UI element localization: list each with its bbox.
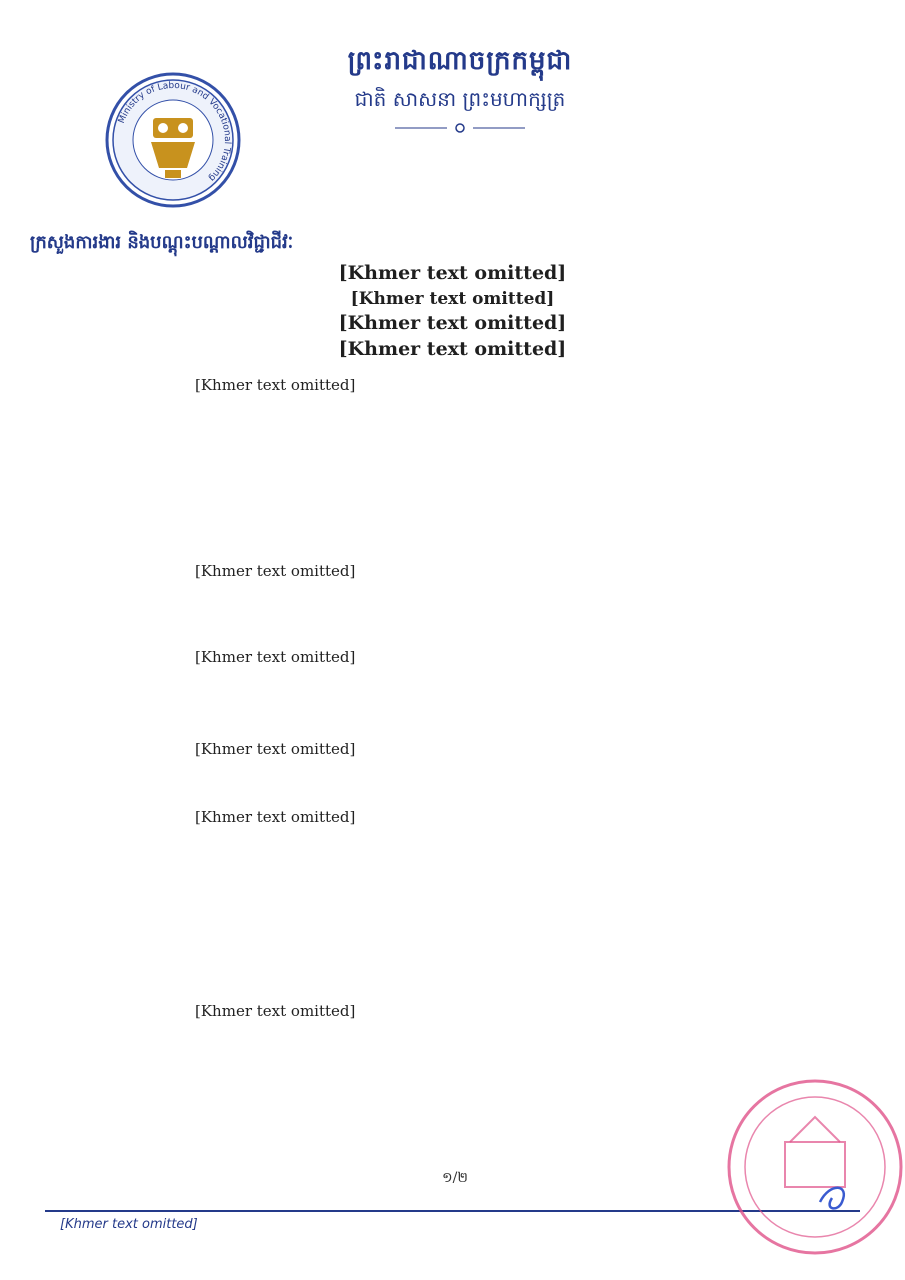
title-subject-word: [Khmer text omitted] bbox=[350, 289, 555, 309]
ministry-name: ក្រសួងការងារ និងបណ្តុះបណ្តាលវិជ្ជាជីវៈ bbox=[30, 232, 294, 253]
page-number: ១/២ bbox=[442, 1170, 468, 1186]
logo-ring-text: Ministry of Labour and Vocational Training bbox=[116, 80, 233, 183]
national-motto: ជាតិ សាសនា ព្រះមហាក្សត្រ bbox=[354, 87, 566, 111]
body-paragraph: [Khmer text omitted] bbox=[195, 1002, 356, 1020]
footer-address: [Khmer text omitted] bbox=[60, 1217, 198, 1232]
title-subject-line1: [Khmer text omitted] bbox=[338, 312, 567, 334]
body-paragraph: [Khmer text omitted] bbox=[195, 376, 356, 394]
bullet-paragraph: [Khmer text omitted] bbox=[195, 562, 356, 580]
official-stamp bbox=[720, 1072, 905, 1257]
ornament-divider bbox=[395, 122, 525, 134]
kingdom-heading: ព្រះរាជាណាចក្រកម្ពុជា bbox=[347, 46, 573, 76]
body-paragraph: [Khmer text omitted] bbox=[195, 808, 356, 826]
document-title: [Khmer text omitted] bbox=[338, 262, 567, 284]
ministry-logo bbox=[103, 70, 243, 210]
bullet-paragraph: [Khmer text omitted] bbox=[195, 648, 356, 666]
bullet-paragraph: [Khmer text omitted] bbox=[195, 740, 356, 758]
title-subject-line2: [Khmer text omitted] bbox=[338, 338, 567, 360]
